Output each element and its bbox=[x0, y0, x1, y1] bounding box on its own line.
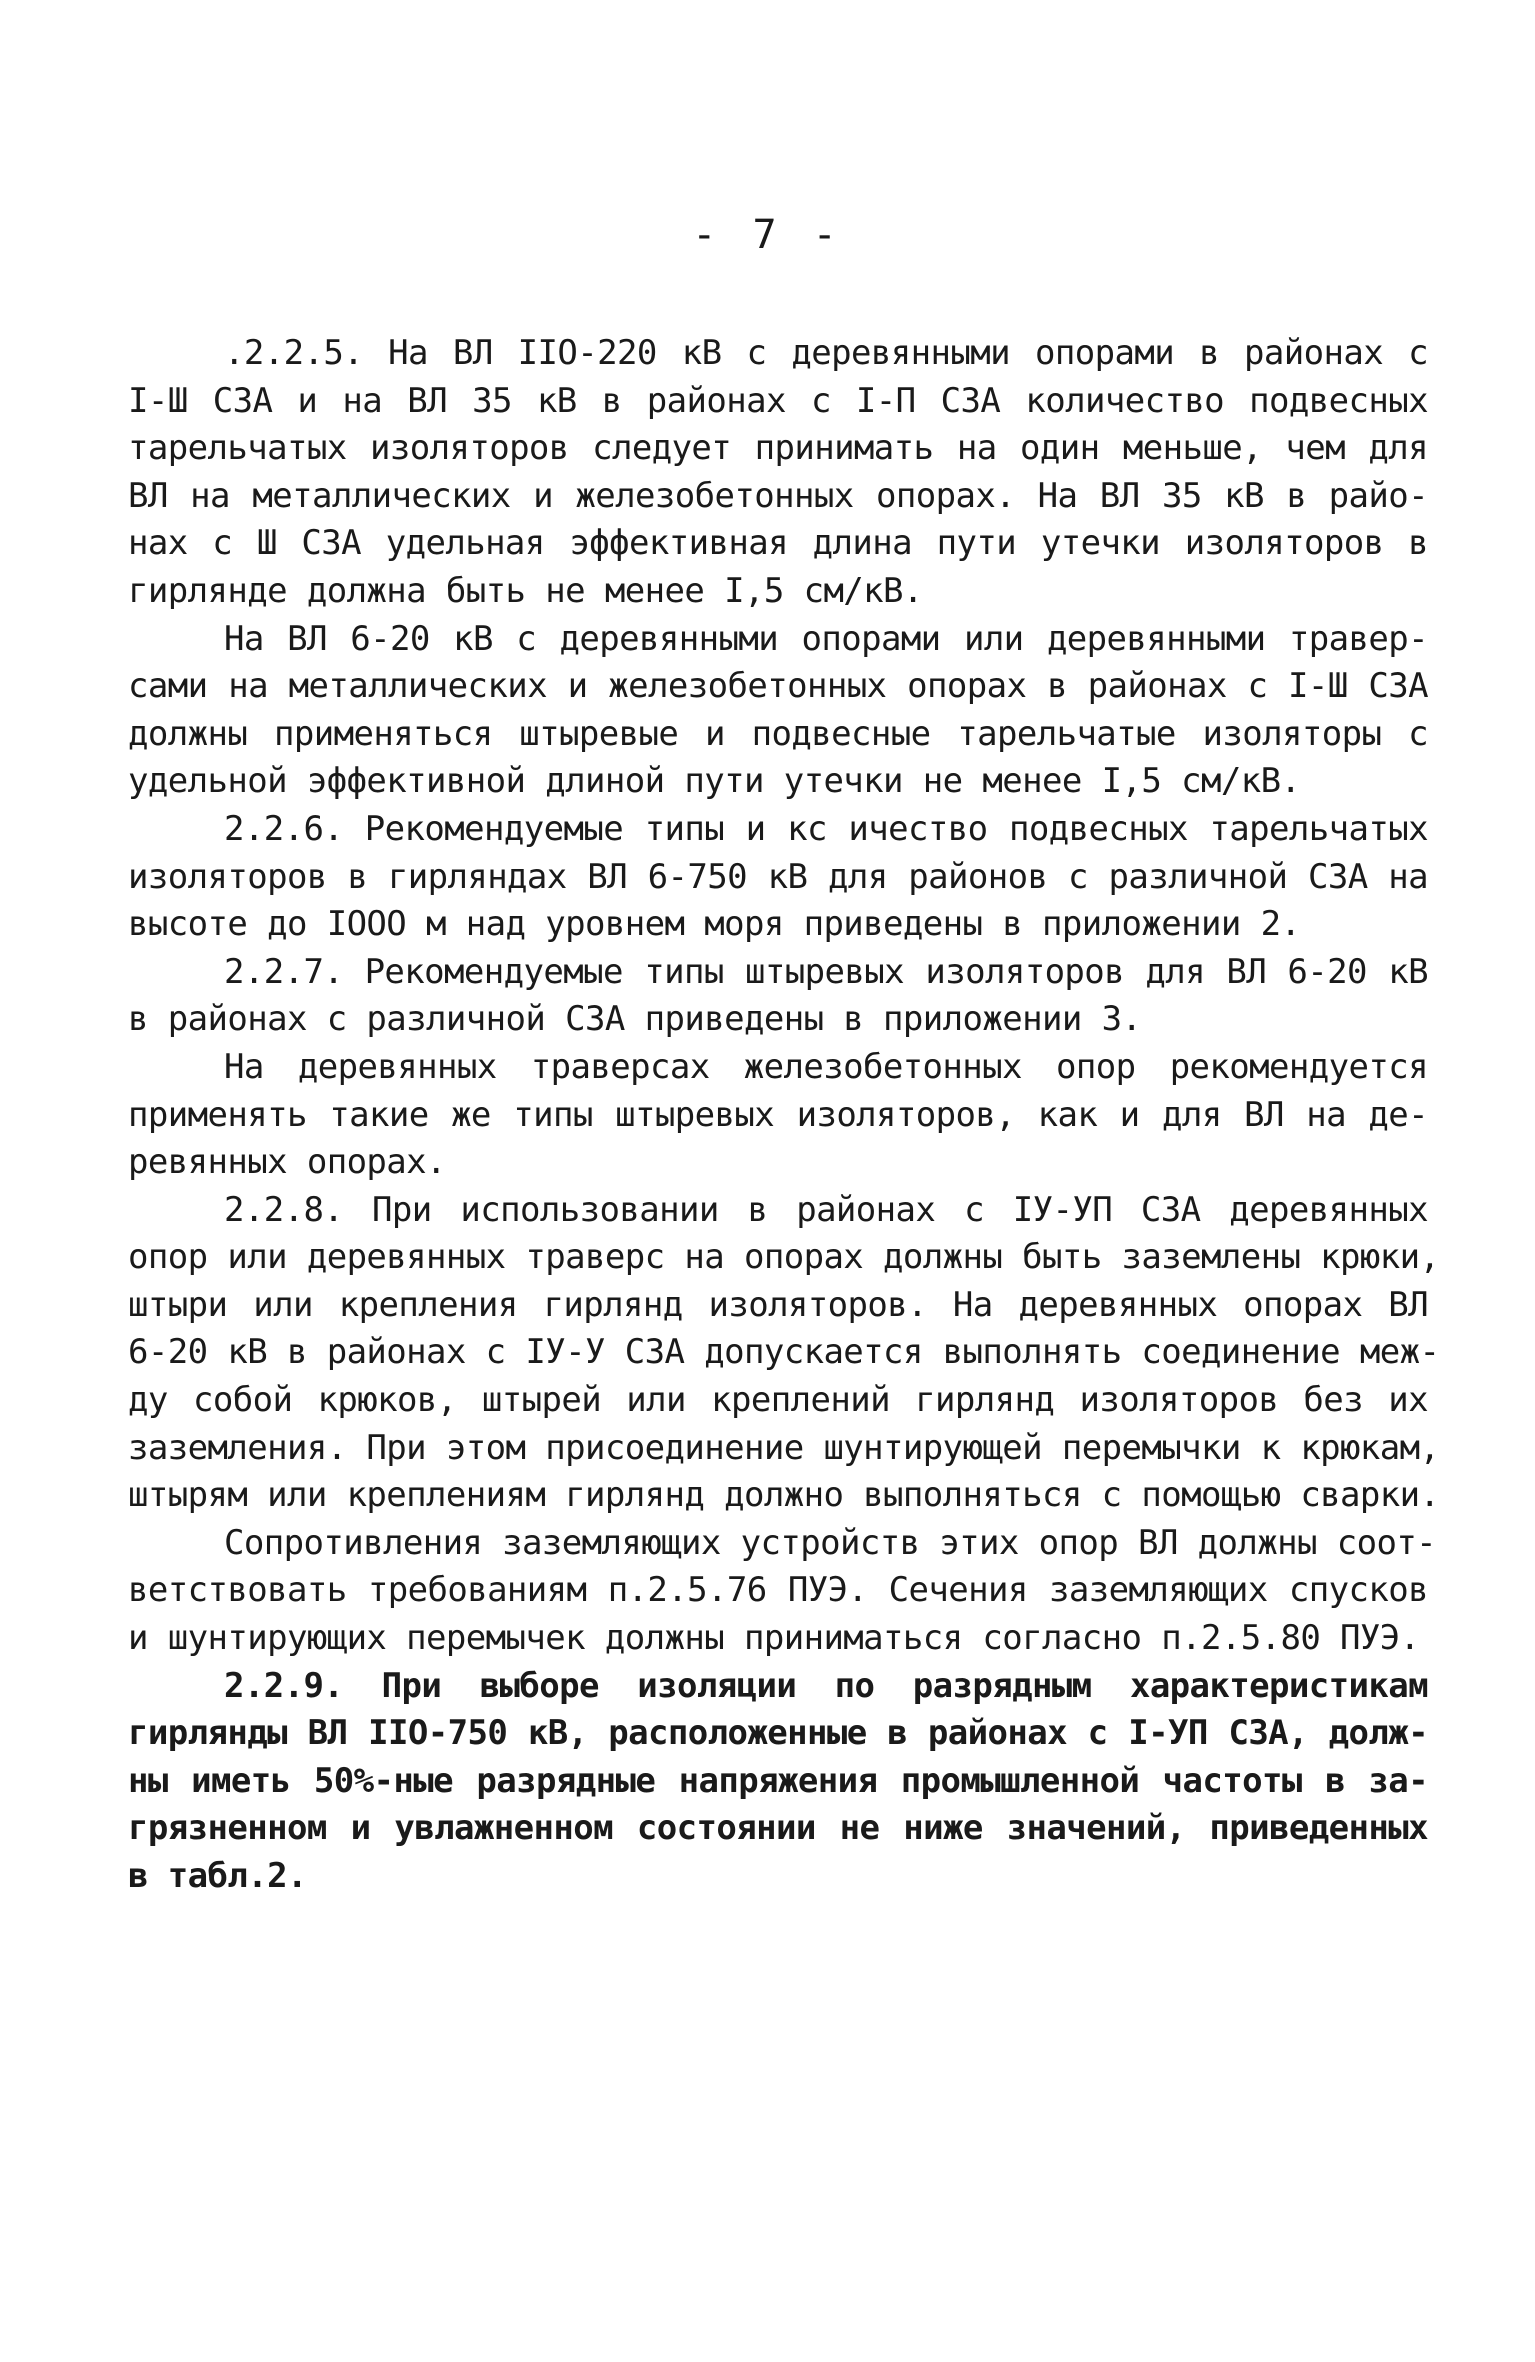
document-body bbox=[128, 330, 1440, 1901]
text-line: 6-20 кВ в районах с IУ-У СЗА допускается выполнять соединение меж- bbox=[128, 1332, 1440, 1373]
text-line: ны иметь 50%-ные разрядные напряжения промышленной частоты в за- bbox=[128, 1760, 1428, 1801]
text-line: высоте до IООО м над уровнем моря приведены в приложении 2. bbox=[128, 904, 1301, 945]
text-line: На ВЛ 6-20 кВ с деревянными опорами или деревянными травер- bbox=[224, 618, 1428, 659]
text-line: ветствовать требованиям п.2.5.76 ПУЭ. Сечения заземляющих спусков bbox=[128, 1570, 1428, 1611]
text-line: ревянных опорах. bbox=[128, 1142, 446, 1183]
text-line: удельной эффективной длиной пути утечки не менее I,5 см/кВ. bbox=[128, 761, 1301, 802]
text-line: грязненном и увлажненном состоянии не ниже значений, приведенных bbox=[128, 1808, 1428, 1849]
text-line: должны применяться штыревые и подвесные тарельчатые изоляторы с bbox=[128, 713, 1428, 754]
text-line: в табл.2. bbox=[128, 1856, 307, 1896]
text-line: гирлянде должна быть не менее I,5 см/кВ. bbox=[128, 570, 923, 611]
text-line: ду собой крюков, штырей или креплений гирлянд изоляторов без их bbox=[128, 1380, 1428, 1421]
text-line: тарельчатых изоляторов следует принимать на один меньше, чем для bbox=[128, 428, 1428, 469]
text-line: штырям или креплениям гирлянд должно выполняться с помощью сварки. bbox=[128, 1475, 1440, 1516]
text-line: нах с Ш СЗА удельная эффективная длина пути утечки изоляторов в bbox=[128, 523, 1428, 564]
text-line: ВЛ на металлических и железобетонных опорах. На ВЛ 35 кВ в райо- bbox=[128, 475, 1428, 516]
text-line: 2.2.7. Рекомендуемые типы штыревых изоляторов для ВЛ 6-20 кВ bbox=[224, 951, 1428, 992]
text-line: применять такие же типы штыревых изоляторов, как и для ВЛ на де- bbox=[128, 1094, 1428, 1135]
text-line: штыри или крепления гирлянд изоляторов. На деревянных опорах ВЛ bbox=[128, 1284, 1428, 1325]
text-line: 2.2.8. При использовании в районах с IУ-УП СЗА деревянных bbox=[224, 1189, 1428, 1230]
text-line: Сопротивления заземляющих устройств этих опор ВЛ должны соот- bbox=[224, 1522, 1437, 1563]
text-line: и шунтирующих перемычек должны приниматься согласно п.2.5.80 ПУЭ. bbox=[128, 1618, 1420, 1659]
text-line: опор или деревянных траверс на опорах должны быть заземлены крюки, bbox=[128, 1237, 1440, 1278]
text-line: изоляторов в гирляндах ВЛ 6-750 кВ для районов с различной СЗА на bbox=[128, 856, 1428, 897]
text-line: гирлянды ВЛ IIО-750 кВ, расположенные в районах с I-УП СЗА, долж- bbox=[128, 1713, 1428, 1754]
text-line: I-Ш СЗА и на ВЛ 35 кВ в районах с I-П СЗА количество подвесных bbox=[128, 380, 1428, 421]
text-line: .2.2.5. На ВЛ IIО-220 кВ с деревянными опорами в районах с bbox=[224, 333, 1428, 373]
text-line: в районах с различной СЗА приведены в приложении 3. bbox=[128, 999, 1142, 1040]
text-line: заземления. При этом присоединение шунтирующей перемычки к крюкам, bbox=[128, 1427, 1440, 1468]
text-line: 2.2.6. Рекомендуемые типы и кс ичество подвесных тарельчатых bbox=[224, 808, 1428, 849]
page-number: - 7 - bbox=[692, 212, 843, 258]
text-line: 2.2.9. При выборе изоляции по разрядным характеристикам bbox=[224, 1665, 1428, 1706]
text-line: На деревянных траверсах железобетонных опор рекомендуется bbox=[224, 1046, 1428, 1087]
text-line: сами на металлических и железобетонных опорах в районах с I-Ш СЗА bbox=[128, 666, 1428, 707]
